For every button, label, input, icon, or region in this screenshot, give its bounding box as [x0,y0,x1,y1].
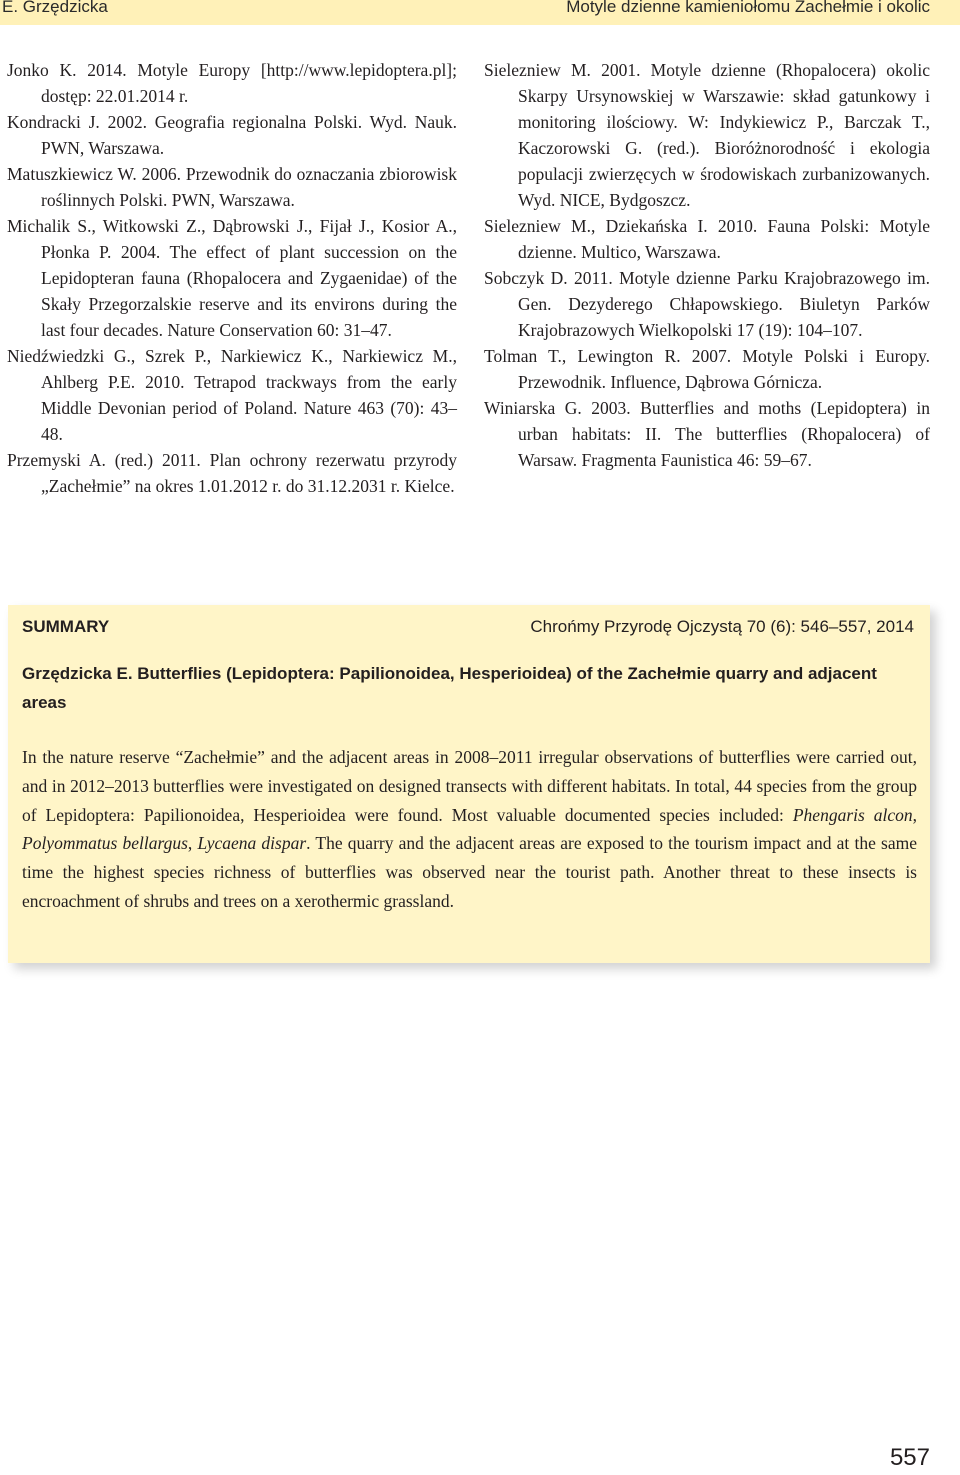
summary-title: Grzędzicka E. Butterflies (Lepidoptera: Papilionoidea, Hesperioidea) of the Zachełmie quarry and adjacent areas [22,664,877,712]
summary-body-text: In the nature reserve “Zachełmie” and the adjacent areas in 2008–2011 irregular observations of butterflies were carried out, and in 2012–2013 butterflies were investigated on designed transects with different habitats. In total, 44 species from the group of Lepidoptera: Papilionoidea, Hesperioidea were found. Most valuable documented species included: [22,747,917,825]
reference-entry: Niedźwiedzki G., Szrek P., Narkiewicz K., Narkiewicz M., Ahlberg P.E. 2010. Tetrapod trackways from the early Middle Devonian period of Poland. Nature 463 (70): 43–48. [7,346,457,444]
reference-entry: Jonko K. 2014. Motyle Europy [http://www.lepidoptera.pl]; dostęp: 22.01.2014 r. [7,60,457,106]
reference-entry: Kondracki J. 2002. Geografia regionalna Polski. Wyd. Nauk. PWN, Warszawa. [7,112,457,158]
journal-citation: Chrońmy Przyrodę Ojczystą 70 (6): 546–557, 2014 [530,617,914,636]
reference-entry: Sielezniew M. 2001. Motyle dzienne (Rhopalocera) okolic Skarpy Ursynowskiej w Warszawie: skład gatunkowy i monitoring ilościowy. W: Indykiewicz P., Barczak T., Kaczorowski G. (red.). Bioróżnorodność i ekologia populacji zwierzęcych w środowiskach zurbanizowanych. Wyd. NICE, Bydgoszcz. [484,60,930,210]
reference-entry: Winiarska G. 2003. Butterflies and moths (Lepidoptera) in urban habitats: II. The butterflies (Rhopalocera) of Warsaw. Fragmenta Faunistica 46: 59–67. [484,398,930,470]
page-number: 557 [889,1444,930,1471]
reference-entry: Sielezniew M., Dziekańska I. 2010. Fauna Polski: Motyle dzienne. Multico, Warszawa. [484,216,930,262]
header-title: Motyle dzienne kamieniołomu Zachełmie i okolic [566,0,930,16]
summary-label: SUMMARY [22,617,110,636]
reference-entry: Sobczyk D. 2011. Motyle dzienne Parku Krajobrazowego im. Gen. Dezyderego Chłapowskiego. Biuletyn Parków Krajobrazowych Wielkopolski 17 (19): 104–107. [484,268,930,340]
references-column-left [7,57,457,499]
separator: , [187,833,198,854]
summary-box [8,605,930,963]
running-header [0,0,960,25]
reference-entry: Michalik S., Witkowski Z., Dąbrowski J., Fijał J., Kosior A., Płonka P. 2004. The effect of plant succession on the Lepidopteran fauna (Rhopalocera and Zygaenidae) of the Skały Przegorzalskie reserve and its environs during the last four decades. Nature Conservation 60: 31–47. [7,216,457,340]
reference-entry: Matuszkiewicz W. 2006. Przewodnik do oznaczania zbiorowisk roślinnych Polski. PWN, Warszawa. [7,164,457,210]
species-name: Polyommatus bellargus [22,833,188,854]
species-name: Phengaris alcon [792,804,913,825]
species-name: Lycaena dispar [197,833,307,854]
references-column-right [484,57,930,473]
reference-entry: Tolman T., Lewington R. 2007. Motyle Polski i Europy. Przewodnik. Influence, Dąbrowa Górnicza. [484,346,930,392]
summary-body-text: . The quarry and the adjacent areas are exposed to the tourism impact and at the same time the highest species richness of butterflies was observed near the tourist path. Another threat to these insects is encroachment of shrubs and trees on a xerothermic grassland. [22,833,917,911]
reference-entry: Przemyski A. (red.) 2011. Plan ochrony rezerwatu przyrody „Zachełmie” na okres 1.01.2012 r. do 31.12.2031 r. Kielce. [7,450,457,496]
separator: , [912,804,917,825]
summary-body [22,743,917,916]
header-author: E. Grzędzicka [2,0,108,16]
